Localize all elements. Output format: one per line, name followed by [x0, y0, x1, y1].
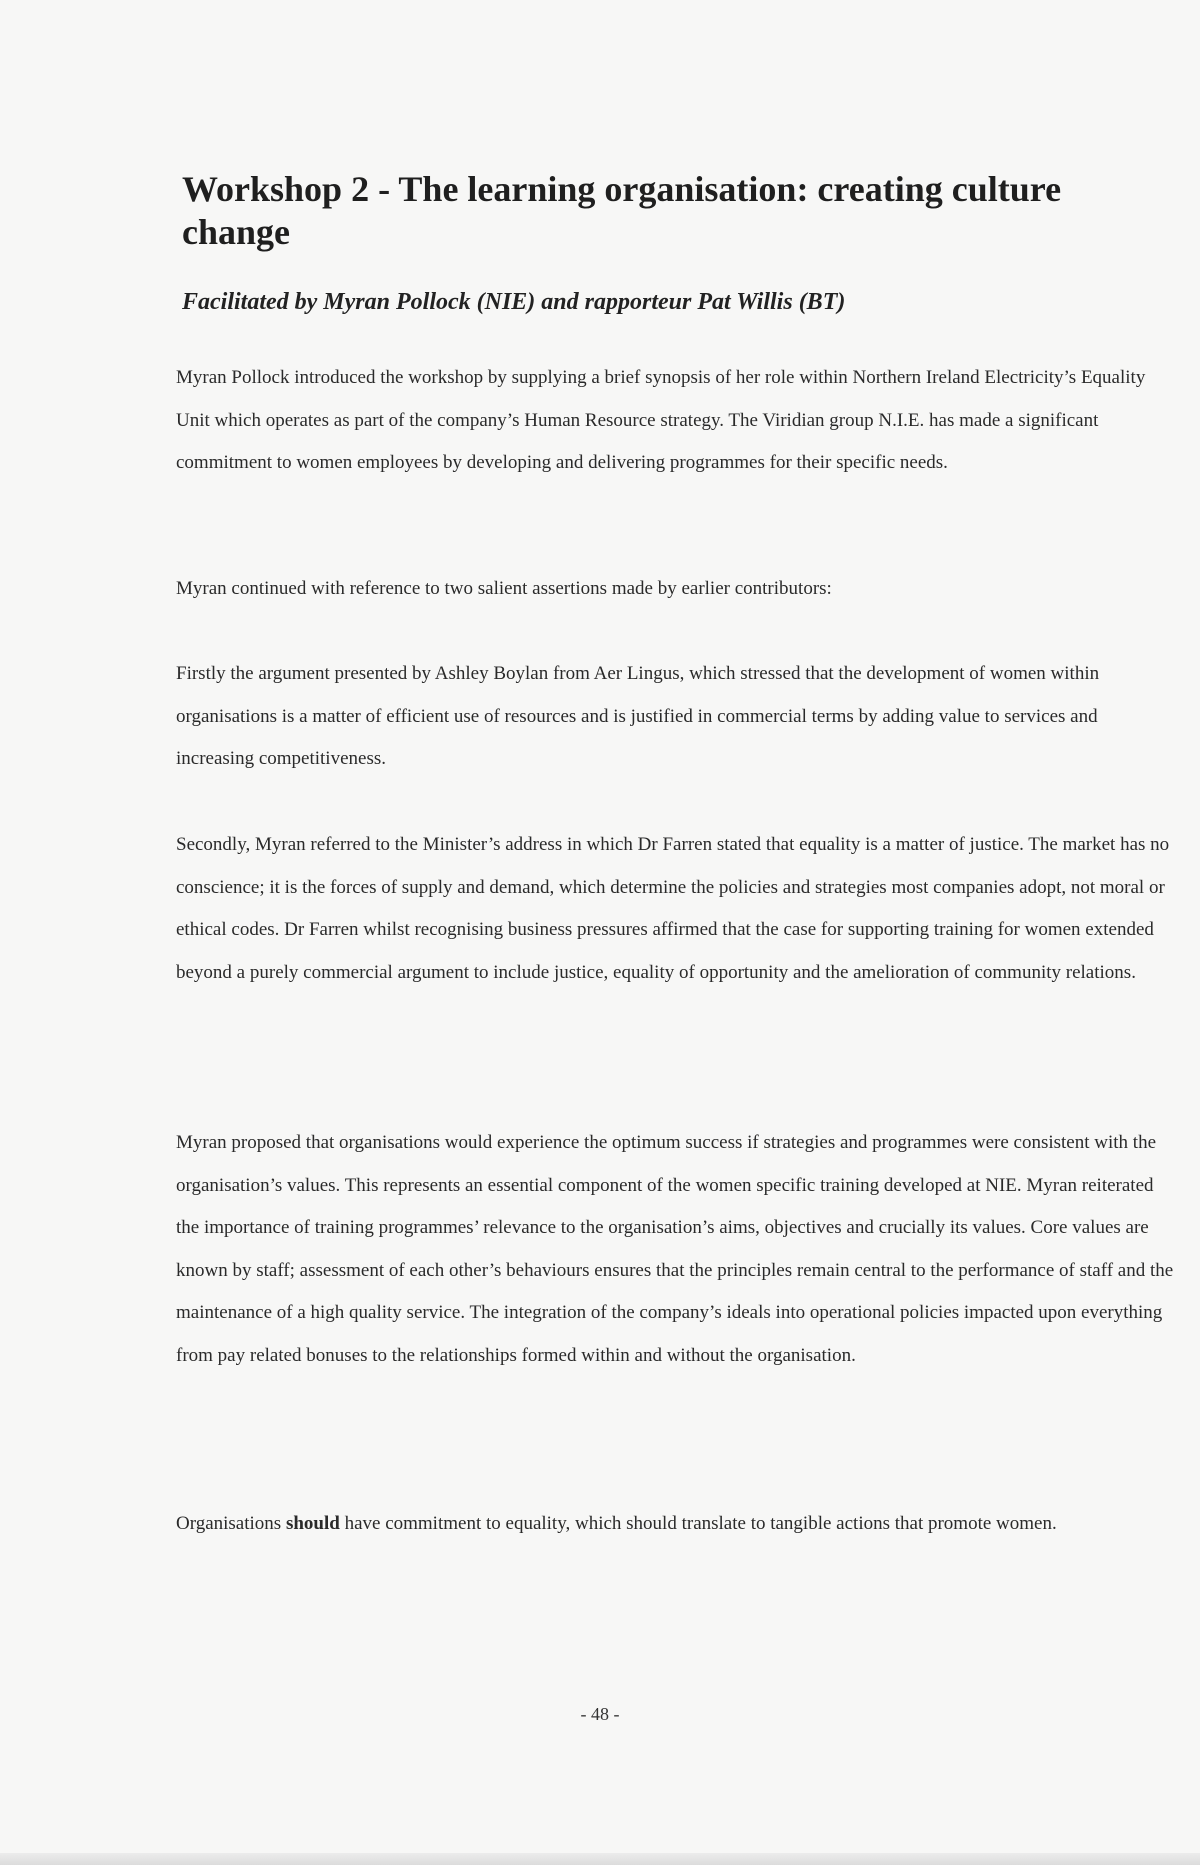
paragraph-secondly: Secondly, Myran referred to the Minister’s address in which Dr Farren stated that equality is a matter of justice. The market has no conscience; it is the forces of supply and demand, which determine the policies and strategies most companies adopt, not moral or ethical codes. Dr Farren whilst recognising business pressures affirmed that the case for supporting training for women extended beyond a purely commercial argument to include justice, equality of opportunity and the amelioration of community relations.	[176, 834, 1170, 983]
paragraph-introduction: Myran Pollock introduced the workshop by supplying a brief synopsis of her role within Northern Ireland Electricity’s Equality Unit which operates as part of the company’s Human Resource strategy. The Viridian group N.I.E. has made a significant commitment to women employees by developing and delivering programmes for their specific needs.	[176, 367, 1146, 473]
paragraph-values: Myran proposed that organisations would experience the optimum success if strategies and programmes were consistent with the organisation’s values. This represents an essential component of the women specific training developed at NIE. Myran reiterated the importance of training programmes’ relevance to the organisation’s aims, objectives and crucially its values. Core values are known by staff; assessment of each other’s behaviours ensures that the principles remain central to the performance of staff and the maintenance of a high quality service. The integration of the company’s ideals into operational policies impacted upon everything from pay related bonuses to the relationships formed within and without the organisation.	[176, 1132, 1174, 1366]
facilitator-subheading: Facilitated by Myran Pollock (NIE) and rapporteur Pat Willis (BT)	[182, 289, 846, 315]
paragraph-commitment-start: Organisations	[176, 1513, 286, 1534]
scan-edge-shadow	[0, 1853, 1200, 1865]
workshop-heading: Workshop 2 - The learning organisation: creating culture change	[182, 169, 1062, 252]
paragraph-commitment	[176, 1503, 1176, 1546]
paragraph-commitment-end: have commitment to equality, which should translate to tangible actions that promote women.	[339, 1513, 1057, 1534]
paragraph-commitment-emphasis: should	[285, 1513, 340, 1534]
paragraph-assertions: Myran continued with reference to two salient assertions made by earlier contributors:	[176, 578, 832, 599]
paragraph-firstly: Firstly the argument presented by Ashley Boylan from Aer Lingus, which stressed that the development of women within organisations is a matter of efficient use of resources and is justified in commercial terms by adding value to services and increasing competitiveness.	[176, 663, 1100, 769]
page-number: - 48 -	[580, 1704, 620, 1724]
